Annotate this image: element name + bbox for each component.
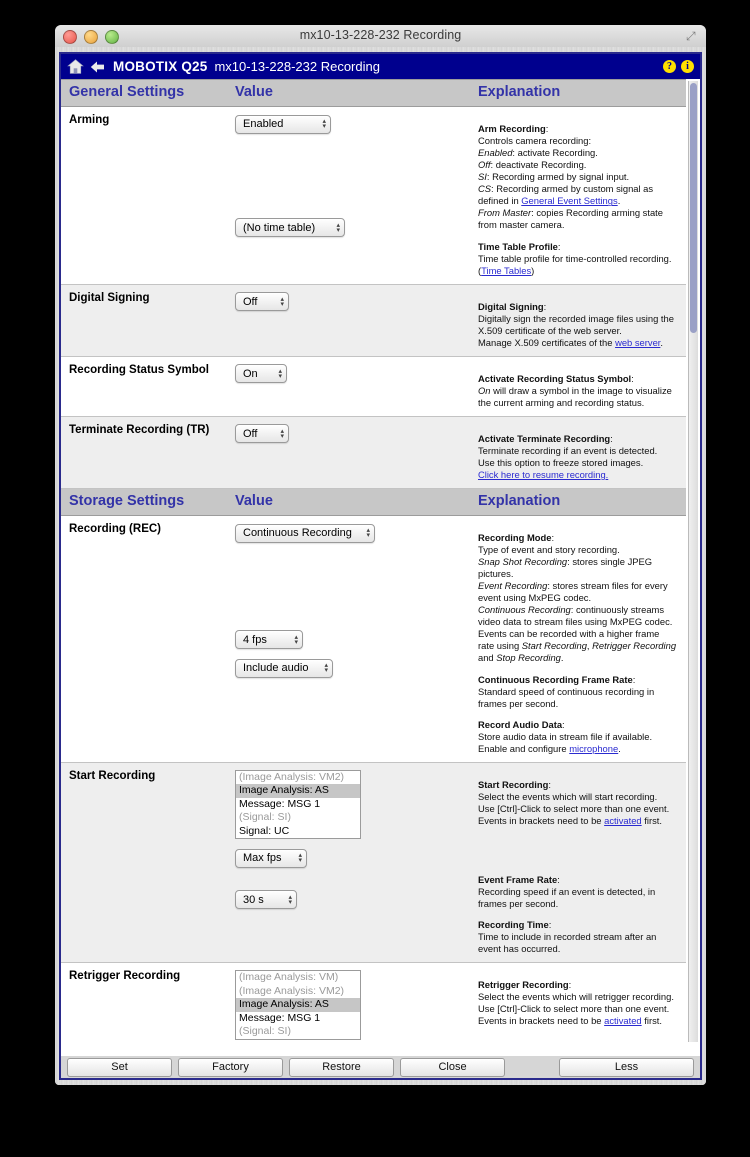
event-frame-rate-value: Max fps <box>243 852 282 865</box>
exp-text: : stores single JPEG pictures. <box>478 556 653 580</box>
start-recording-listbox[interactable] <box>235 770 361 840</box>
stepper-arrows-icon: ▴ ▾ <box>366 527 370 540</box>
row-label-retrigger-recording: Retrigger Recording <box>61 963 229 1045</box>
recording-time-select[interactable] <box>235 890 297 909</box>
row-arming <box>61 107 686 284</box>
exp-text: : copies Recording arming state from master camera. <box>478 207 663 231</box>
exp-text: Events in brackets need to be <box>478 1015 605 1027</box>
mobotix-header-bar <box>61 54 700 79</box>
exp-text: Digitally sign the recorded image files using the X.509 certificate of the web server. <box>478 312 674 336</box>
arming-select-value: Enabled <box>243 118 284 131</box>
exp-text: : stores stream files for every event using MxPEG codec. <box>478 580 668 604</box>
row-value-recording-status-symbol <box>229 356 472 416</box>
exp-text: Enable and configure <box>478 742 570 754</box>
listbox-option[interactable]: (Image Analysis: VM2) <box>239 984 345 997</box>
digital-signing-select[interactable] <box>235 292 289 311</box>
row-value-retrigger-recording <box>229 963 472 1045</box>
settings-table <box>61 79 686 1044</box>
listbox-option[interactable]: Image Analysis: AS <box>236 998 360 1012</box>
exp-em: SI <box>478 171 487 183</box>
application-window <box>55 25 706 1085</box>
exp-text: Time to include in recorded stream after an event has occurred. <box>478 930 657 954</box>
fullscreen-icon[interactable]: ⤢ <box>686 29 696 43</box>
exp-em: CS <box>478 183 492 195</box>
section-title-general: General Settings <box>61 80 229 107</box>
section-header-storage-settings <box>61 488 686 515</box>
row-label-terminate-recording: Terminate Recording (TR) <box>61 416 229 488</box>
set-button[interactable]: Set <box>67 1058 172 1077</box>
action-button-bar <box>59 1056 702 1080</box>
stepper-arrows-icon: ▴ ▾ <box>322 118 326 131</box>
section-title-storage: Storage Settings <box>61 488 229 515</box>
exp-text: Select the events which will retrigger recording. <box>478 991 674 1003</box>
row-explanation-retrigger-recording: Retrigger Recording: Select the events which will retrigger recording. Use [Ctrl]-Click to select more than one event. Events in brackets need to be activated first. <box>472 963 686 1045</box>
row-label-digital-signing: Digital Signing <box>61 284 229 356</box>
row-explanation-recording-status-symbol: Activate Recording Status Symbol: On will draw a symbol in the image to visualize the current arming and recording status. <box>472 356 686 416</box>
column-header-explanation: Explanation <box>472 80 686 107</box>
exp-text: Terminate recording if an event is detected. <box>478 444 658 456</box>
exp-heading: Record Audio Data <box>478 718 563 730</box>
row-value-terminate-recording <box>229 416 472 488</box>
exp-em: Snap Shot Recording <box>478 556 568 568</box>
less-button[interactable]: Less <box>559 1058 694 1077</box>
terminate-recording-select-value: Off <box>243 427 258 440</box>
column-header-value: Value <box>229 80 472 107</box>
row-terminate-recording <box>61 416 686 488</box>
spacer <box>235 839 472 848</box>
row-value-start-recording <box>229 762 472 962</box>
stepper-arrows-icon: ▴ ▾ <box>298 852 302 865</box>
row-explanation-arming: Arm Recording: Controls camera recording: Enabled: activate Recording. Off: deactivate Recording. SI: Recording armed by signal input. CS: Recording armed by custom signal as defined in General Event Settings. From Master: copies Recording arming state from master camera. Time Table Profile: Time table profile for time-controlled recording. (Time Tables) <box>472 107 686 284</box>
row-recording-rec <box>61 516 686 763</box>
exp-em: Retrigger Recording <box>592 640 677 652</box>
recording-mode-select[interactable] <box>235 524 375 543</box>
exp-text: will draw a symbol in the image to visualize the current arming and recording status. <box>478 384 672 408</box>
exp-text: : Recording armed by custom signal as defined in <box>478 183 654 207</box>
stepper-arrows-icon: ▴ ▾ <box>288 893 292 906</box>
exp-text: first. <box>641 814 662 826</box>
exp-text: Select the events which will start recording. <box>478 790 658 802</box>
link-general-event-settings[interactable]: General Event Settings <box>521 195 618 207</box>
listbox-option[interactable]: (Signal: SI) <box>239 1025 291 1037</box>
exp-em: On <box>478 384 491 396</box>
exp-text: ) <box>531 264 535 276</box>
exp-text: : continuously streams video data to stream files using MxPEG codec. Events can be recorded with a higher frame rate using <box>478 604 673 652</box>
recording-mode-select-value: Continuous Recording <box>243 527 352 540</box>
exp-text: : deactivate Recording. <box>490 159 587 171</box>
digital-signing-select-value: Off <box>243 295 258 308</box>
info-icon[interactable]: i <box>681 60 694 73</box>
recording-time-value: 30 s <box>243 893 264 906</box>
exp-text: Store audio data in stream file if available. <box>478 730 653 742</box>
row-explanation-terminate-recording: Activate Terminate Recording: Terminate recording if an event is detected. Use this option to freeze stored images. Click here to resume recording. <box>472 416 686 488</box>
recording-status-symbol-select[interactable] <box>235 364 287 383</box>
listbox-option[interactable]: (Image Analysis: VM2) <box>239 770 345 783</box>
row-label-arming: Arming <box>61 107 229 284</box>
brand-label: MOBOTIX Q25 <box>113 59 208 74</box>
row-value-digital-signing <box>229 284 472 356</box>
vertical-scrollbar[interactable] <box>688 81 698 1042</box>
stepper-arrows-icon: ▴ ▾ <box>280 427 284 440</box>
link-resume-recording[interactable]: Click here to resume recording. <box>478 468 609 480</box>
scrollbar-thumb[interactable] <box>690 83 697 333</box>
exp-heading: Start Recording <box>478 778 549 790</box>
row-value-arming <box>229 107 472 284</box>
stepper-arrows-icon: ▴ ▾ <box>278 367 282 380</box>
record-audio-select[interactable] <box>235 659 333 678</box>
spacer <box>478 836 678 865</box>
restore-button[interactable]: Restore <box>289 1058 394 1077</box>
exp-text: , <box>586 640 593 652</box>
window-body <box>55 47 706 1085</box>
spacer <box>235 649 472 658</box>
exp-text: Recording speed if an event is detected, in frames per second. <box>478 885 656 909</box>
exp-text: and <box>478 652 497 664</box>
exp-heading: Arm Recording <box>478 123 546 135</box>
section-header-general-settings <box>61 80 686 107</box>
row-explanation-digital-signing: Digital Signing: Digitally sign the recorded image files using the X.509 certificate of the web server. Manage X.509 certificates of the web server. <box>472 284 686 356</box>
exp-text: Controls camera recording: <box>478 135 592 147</box>
exp-em: Off <box>478 159 491 171</box>
exp-text: first. <box>641 1015 662 1027</box>
column-header-explanation: Explanation <box>472 488 686 515</box>
exp-em: Stop Recording <box>496 652 561 664</box>
exp-text: Type of event and story recording. <box>478 544 620 556</box>
continuous-frame-rate-select[interactable] <box>235 630 303 649</box>
listbox-option[interactable]: Image Analysis: AS <box>236 784 360 798</box>
page-title: mx10-13-228-232 Recording <box>214 59 380 74</box>
exp-heading: Time Table Profile <box>478 240 558 252</box>
exp-text: Time table profile for time-controlled recording. ( <box>478 252 672 276</box>
window-title: mx10-13-228-232 Recording <box>299 28 462 42</box>
exp-text: Standard speed of continuous recording in frames per second. <box>478 685 655 709</box>
listbox-option[interactable]: Signal: UC <box>239 824 290 837</box>
arming-select[interactable] <box>235 115 331 134</box>
row-explanation-recording-rec: Recording Mode: Type of event and story recording. Snap Shot Recording: stores single JPEG pictures. Event Recording: stores stream files for every event using MxPEG codec. Continuous Recording: continuously streams video data to stream files using MxPEG codec. Events can be recorded with a higher frame rate using Start Recording, Retrigger Recording and Stop Recording. Continuous Recording Frame Rate: Standard speed of continuous recording in frames per second. Record Audio Data: Store audio data in stream file if available. Enable and configure microphone. <box>472 516 686 763</box>
exp-heading: Digital Signing <box>478 300 544 312</box>
time-table-select[interactable] <box>235 218 345 237</box>
exp-em: Event Recording <box>478 580 548 592</box>
spacer <box>235 868 472 890</box>
close-page-button[interactable]: Close <box>400 1058 505 1077</box>
stepper-arrows-icon: ▴ ▾ <box>336 221 340 234</box>
time-table-select-value: (No time table) <box>243 221 316 234</box>
page-frame <box>59 52 702 1075</box>
row-value-recording-rec <box>229 516 472 763</box>
exp-heading: Activate Recording Status Symbol <box>478 372 632 384</box>
exp-text: : Recording armed by signal input. <box>486 171 630 183</box>
link-microphone[interactable]: microphone <box>569 742 619 754</box>
exp-text: . <box>660 336 664 348</box>
exp-heading: Recording Mode <box>478 532 552 544</box>
listbox-option[interactable]: (Image Analysis: VM) <box>239 971 339 983</box>
row-explanation-start-recording: Start Recording: Select the events which will start recording. Use [Ctrl]-Click to select more than one event. Events in brackets need to be activated first. Event Frame Rate: Recording speed if an event is detected, in frames per second. Recording Time: Time to include in recorded stream after an event has occurred. <box>472 762 686 962</box>
exp-em: Continuous Recording <box>478 604 571 616</box>
link-time-tables[interactable]: Time Tables <box>481 264 532 276</box>
exp-text: Manage X.509 certificates of the <box>478 336 616 348</box>
factory-button[interactable]: Factory <box>178 1058 283 1077</box>
arming-spacer <box>235 134 472 218</box>
help-icon[interactable]: ? <box>663 60 676 73</box>
record-audio-value: Include audio <box>243 662 309 675</box>
exp-heading: Event Frame Rate <box>478 873 558 885</box>
exp-heading: Recording Time <box>478 918 549 930</box>
event-frame-rate-select[interactable] <box>235 849 307 868</box>
link-activated[interactable]: activated <box>604 814 642 826</box>
stepper-arrows-icon: ▴ ▾ <box>324 662 328 675</box>
column-header-value: Value <box>229 488 472 515</box>
exp-heading: Activate Terminate Recording <box>478 432 611 444</box>
listbox-option[interactable]: Message: MSG 1 <box>239 797 321 810</box>
home-icon[interactable] <box>67 59 84 74</box>
listbox-option[interactable]: (Signal: SI) <box>239 811 291 824</box>
recording-rec-spacer <box>235 543 472 630</box>
exp-em: Start Recording <box>521 640 587 652</box>
exp-em: Enabled <box>478 147 513 159</box>
exp-text: . <box>618 742 621 754</box>
row-label-recording-status-symbol: Recording Status Symbol <box>61 356 229 416</box>
back-arrow-icon[interactable] <box>90 60 105 74</box>
row-retrigger-recording <box>61 963 686 1045</box>
stepper-arrows-icon: ▴ ▾ <box>294 633 298 646</box>
row-start-recording <box>61 762 686 962</box>
exp-text: . <box>560 652 564 664</box>
stepper-arrows-icon: ▴ ▾ <box>280 295 284 308</box>
exp-text: Use [Ctrl]-Click to select more than one event. <box>478 802 670 814</box>
settings-scroll-area[interactable] <box>61 79 700 1044</box>
retrigger-recording-listbox[interactable] <box>235 970 361 1040</box>
link-activated[interactable]: activated <box>604 1015 642 1027</box>
listbox-option[interactable]: Message: MSG 1 <box>239 1011 321 1024</box>
row-recording-status-symbol <box>61 356 686 416</box>
exp-text: Use this option to freeze stored images. <box>478 456 644 468</box>
row-label-recording-rec: Recording (REC) <box>61 516 229 763</box>
row-digital-signing <box>61 284 686 356</box>
exp-heading: Retrigger Recording <box>478 979 569 990</box>
exp-text: Events in brackets need to be <box>478 814 605 826</box>
recording-status-symbol-select-value: On <box>243 367 258 380</box>
window-title-bar[interactable] <box>55 25 706 48</box>
exp-text: : activate Recording. <box>512 147 598 159</box>
link-web-server[interactable]: web server <box>615 336 661 348</box>
exp-heading: Continuous Recording Frame Rate <box>478 673 633 685</box>
exp-em: From Master <box>478 207 532 219</box>
terminate-recording-select[interactable] <box>235 424 289 443</box>
row-label-start-recording: Start Recording <box>61 762 229 962</box>
continuous-frame-rate-value: 4 fps <box>243 633 267 646</box>
exp-text: Use [Ctrl]-Click to select more than one event. <box>478 1003 670 1015</box>
